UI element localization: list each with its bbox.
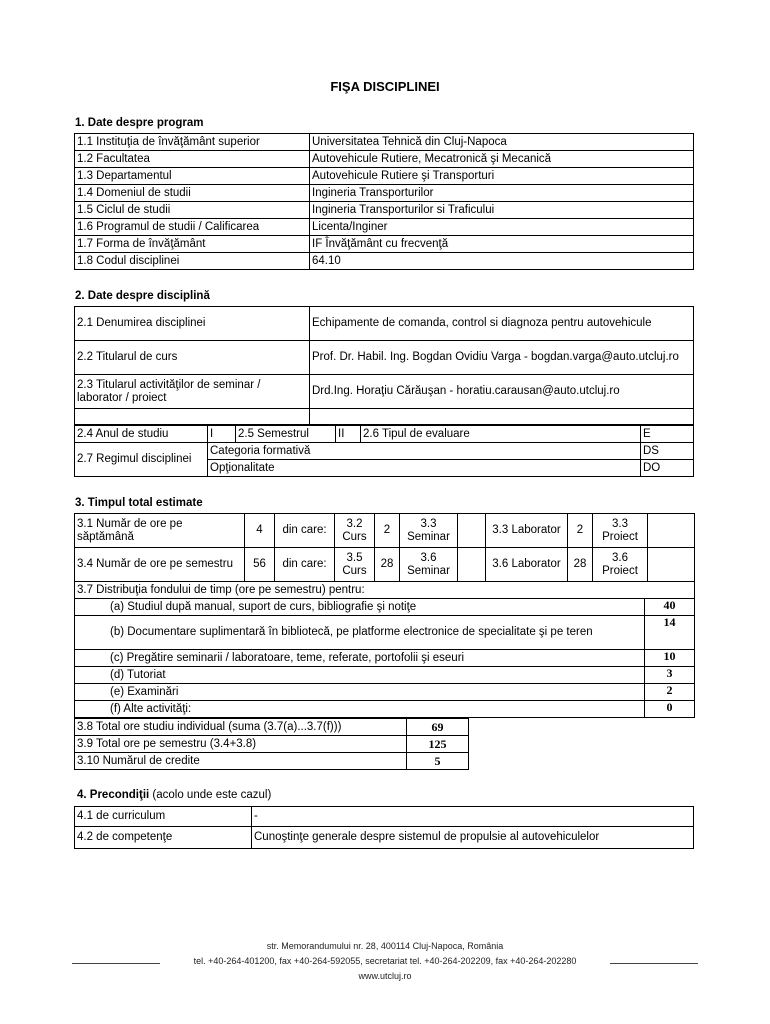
category-label: Categoria formativă [208,443,641,460]
distribution-value: 40 [645,599,695,616]
course-32-label: 3.2 Curs [335,514,375,548]
distribution-label: (c) Pregătire seminarii / laboratoare, teme, referate, portofolii şi eseuri [75,650,645,667]
distribution-value: 3 [645,667,695,684]
program-label: 1.8 Codul disciplinei [75,253,310,270]
program-value: Ingineria Transporturilor [310,185,694,202]
evaluation-value: E [641,426,694,443]
program-value: Universitatea Tehnică din Cluj-Napoca [310,134,694,151]
lab-33-value: 2 [568,514,593,548]
distribution-row [75,599,695,616]
program-value: 64.10 [310,253,694,270]
course-35-label: 3.5 Curs [335,548,375,582]
regime-label: 2.7 Regimul disciplinei [75,443,208,477]
totals-label: 3.10 Numărul de credite [75,753,407,770]
curriculum-value: - [252,807,694,827]
section-2-heading: 2. Date despre disciplină [75,290,210,302]
totals-value: 69 [407,719,469,736]
weekly-hours-label: 3.1 Număr de ore pe săptămână [75,514,245,548]
time-distribution-table [74,581,695,718]
optionality-label: Opţionalitate [208,460,641,477]
program-label: 1.3 Departamentul [75,168,310,185]
course-32-value: 2 [375,514,400,548]
totals-label: 3.9 Total ore pe semestru (3.4+3.8) [75,736,407,753]
semester-hours-value: 56 [245,548,275,582]
discipline-name-value: Echipamente de comanda, control si diagnoza pentru autovehicule [310,307,694,341]
lab-33-label: 3.3 Laborator [486,514,568,548]
lab-36-value: 28 [568,548,593,582]
distribution-row [75,650,695,667]
section-4-heading-note: (acolo unde este cazul) [149,789,272,801]
footer-website: www.utcluj.ro [358,971,412,981]
din-care-label: din care: [275,514,335,548]
program-label: 1.1 Instituţia de învăţământ superior [75,134,310,151]
distribution-value: 2 [645,684,695,701]
footer-address: str. Memorandumului nr. 28, 400114 Cluj-Napoca, România [266,941,504,951]
page-title: FIŞA DISCIPLINEI [330,79,440,94]
program-row [75,236,694,253]
distribution-label: (a) Studiul după manual, suport de curs, bibliografie şi notiţe [75,599,645,616]
distribution-value: 0 [645,701,695,718]
distribution-value: 10 [645,650,695,667]
program-value: Autovehicule Rutiere, Mecatronică şi Mecanică [310,151,694,168]
program-row [75,202,694,219]
program-row [75,151,694,168]
discipline-name-label: 2.1 Denumirea disciplinei [75,307,310,341]
din-care-label: din care: [275,548,335,582]
footer-rule-right [610,963,698,964]
seminar-36-label: 3.6 Seminar [400,548,458,582]
program-label: 1.7 Forma de învăţământ [75,236,310,253]
section-3-heading: 3. Timpul total estimate [75,497,203,509]
distribution-label: (d) Tutoriat [75,667,645,684]
distribution-row [75,667,695,684]
weekly-hours-value: 4 [245,514,275,548]
empty-cell [310,409,694,425]
distribution-row [75,701,695,718]
project-33-label: 3.3 Proiect [593,514,648,548]
seminar-33-label: 3.3 Seminar [400,514,458,548]
competences-label: 4.2 de competenţe [75,827,252,849]
curriculum-label: 4.1 de curriculum [75,807,252,827]
program-label: 1.2 Facultatea [75,151,310,168]
project-36-value [648,548,695,582]
discipline-table [74,306,694,425]
discipline-details-table [74,425,694,477]
section-4-heading-bold: 4. Precondiţii [77,789,150,801]
program-value: Ingineria Transporturilor si Traficului [310,202,694,219]
distribution-label: (e) Examinări [75,684,645,701]
distribution-label: (f) Alte activităţi: [75,701,645,718]
semester-hours-label: 3.4 Număr de ore pe semestru [75,548,245,582]
optionality-value: DO [641,460,694,477]
course-holder-value: Prof. Dr. Habil. Ing. Bogdan Ovidiu Varga - bogdan.varga@auto.utcluj.ro [310,341,694,375]
totals-table [74,718,469,770]
year-value: I [208,426,236,443]
category-value: DS [641,443,694,460]
section-4-heading [77,789,271,801]
totals-label: 3.8 Total ore studiu individual (suma (3.7(a)...3.7(f))) [75,719,407,736]
distribution-heading: 3.7 Distribuţia fondului de timp (ore pe semestru) pentru: [75,582,695,599]
preconditions-table [74,806,694,849]
totals-value: 125 [407,736,469,753]
lab-36-label: 3.6 Laborator [486,548,568,582]
project-36-label: 3.6 Proiect [593,548,648,582]
program-row [75,185,694,202]
seminar-33-value [458,514,486,548]
program-value: Autovehicule Rutiere şi Transporturi [310,168,694,185]
empty-cell [75,409,310,425]
course-35-value: 28 [375,548,400,582]
section-1-heading: 1. Date despre program [75,117,204,129]
totals-row [75,736,469,753]
project-33-value [648,514,695,548]
semester-value: II [336,426,361,443]
program-value: IF Învăţământ cu frecvenţă [310,236,694,253]
program-row [75,253,694,270]
competences-value: Cunoştinţe generale despre sistemul de propulsie al autovehiculelor [252,827,694,849]
distribution-value: 14 [645,616,695,650]
seminar-holder-label: 2.3 Titularul activităţilor de seminar / laborator / proiect [75,375,310,409]
semester-label: 2.5 Semestrul [236,426,336,443]
program-table [74,133,694,270]
distribution-row [75,616,695,650]
distribution-row [75,684,695,701]
course-holder-label: 2.2 Titularul de curs [75,341,310,375]
evaluation-label: 2.6 Tipul de evaluare [361,426,641,443]
year-label: 2.4 Anul de studiu [75,426,208,443]
totals-row [75,719,469,736]
program-value: Licenta/Inginer [310,219,694,236]
hours-table [74,513,695,582]
distribution-label: (b) Documentare suplimentară în bibliotecă, pe platforme electronice de specialitate şi pe teren [75,616,645,650]
footer-phone: tel. +40-264-401200, fax +40-264-592055, secretariat tel. +40-264-202209, fax +40-264-202280 [193,956,577,966]
program-label: 1.4 Domeniul de studii [75,185,310,202]
program-label: 1.6 Programul de studii / Calificarea [75,219,310,236]
seminar-holder-value: Drd.Ing. Horaţiu Cărăuşan - horatiu.carausan@auto.utcluj.ro [310,375,694,409]
totals-row [75,753,469,770]
program-row [75,219,694,236]
seminar-36-value [458,548,486,582]
program-label: 1.5 Ciclul de studii [75,202,310,219]
program-row [75,168,694,185]
program-row [75,134,694,151]
totals-value: 5 [407,753,469,770]
